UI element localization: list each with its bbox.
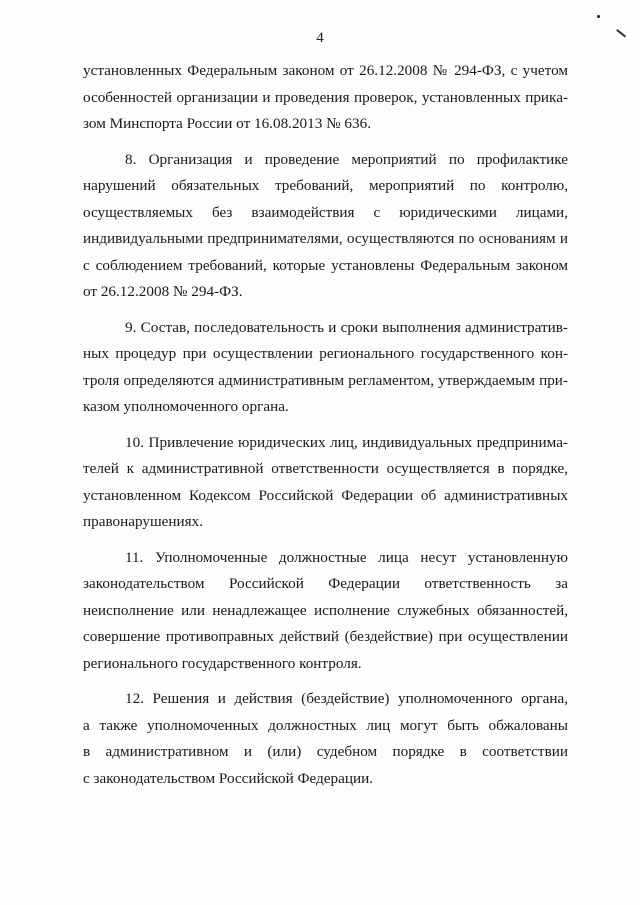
text-line: телей к административной ответственности осуществляется в порядке, bbox=[83, 460, 568, 477]
text-line: от 26.12.2008 № 294-ФЗ. bbox=[83, 283, 243, 300]
paragraph-10 bbox=[83, 430, 568, 536]
text-line: с законодательством Российской Федерации. bbox=[83, 769, 374, 787]
text-line: зом Минспорта России от 16.08.2013 № 636. bbox=[83, 115, 372, 132]
text-line: регионального государственного контроля. bbox=[83, 654, 362, 672]
scan-artifact-dot bbox=[597, 15, 600, 18]
text-line: троля определяются административным регламентом, утверждаемым при- bbox=[83, 371, 568, 389]
paragraph-12 bbox=[83, 686, 568, 792]
text-line: 11. Уполномоченные должностные лица несут установленную bbox=[125, 548, 568, 566]
text-line: казом уполномоченного органа. bbox=[83, 398, 289, 415]
paragraph-11 bbox=[83, 545, 568, 678]
text-line: с соблюдением требований, которые установлены Федеральным законом bbox=[83, 256, 568, 274]
text-line: неисполнение или ненадлежащее исполнение служебных обязанностей, bbox=[83, 601, 568, 619]
text-line: законодательством Российской Федерации ответственность за bbox=[83, 575, 568, 592]
text-line: установленных Федеральным законом от 26.12.2008 № 294-ФЗ, с учетом bbox=[83, 62, 568, 79]
text-line: совершение противоправных действий (бездействие) при осуществлении bbox=[83, 628, 568, 645]
text-line: в административном и (или) судебном порядке в соответствии bbox=[83, 743, 568, 760]
text-line: ных процедур при осуществлении регионального государственного кон- bbox=[83, 345, 568, 362]
text-line: индивидуальными предпринимателями, осуществляются по основаниям и bbox=[83, 230, 568, 247]
text-line: особенностей организации и проведения проверок, установленных прика- bbox=[83, 88, 568, 106]
document-body bbox=[83, 58, 568, 792]
text-line: 9. Состав, последовательность и сроки выполнения административ- bbox=[125, 318, 568, 336]
page-number: 4 bbox=[316, 30, 324, 46]
text-line: а также уполномоченных должностных лиц могут быть обжалованы bbox=[83, 716, 568, 734]
text-line: установленном Кодексом Российской Федерации об административных bbox=[83, 486, 568, 504]
text-line: 10. Привлечение юридических лиц, индивидуальных предпринима- bbox=[125, 433, 568, 451]
paragraph-8 bbox=[83, 147, 568, 306]
text-line: правонарушениях. bbox=[83, 513, 204, 530]
text-line: 12. Решения и действия (бездействие) уполномоченного органа, bbox=[125, 690, 568, 707]
text-line: нарушений обязательных требований, мероприятий по контролю, bbox=[83, 177, 568, 194]
text-line: 8. Организация и проведение мероприятий по профилактике bbox=[125, 150, 568, 168]
paragraph-continuation bbox=[83, 58, 568, 138]
paragraph-9 bbox=[83, 315, 568, 421]
text-line: осуществляемых без взаимодействия с юридическими лицами, bbox=[83, 203, 568, 221]
